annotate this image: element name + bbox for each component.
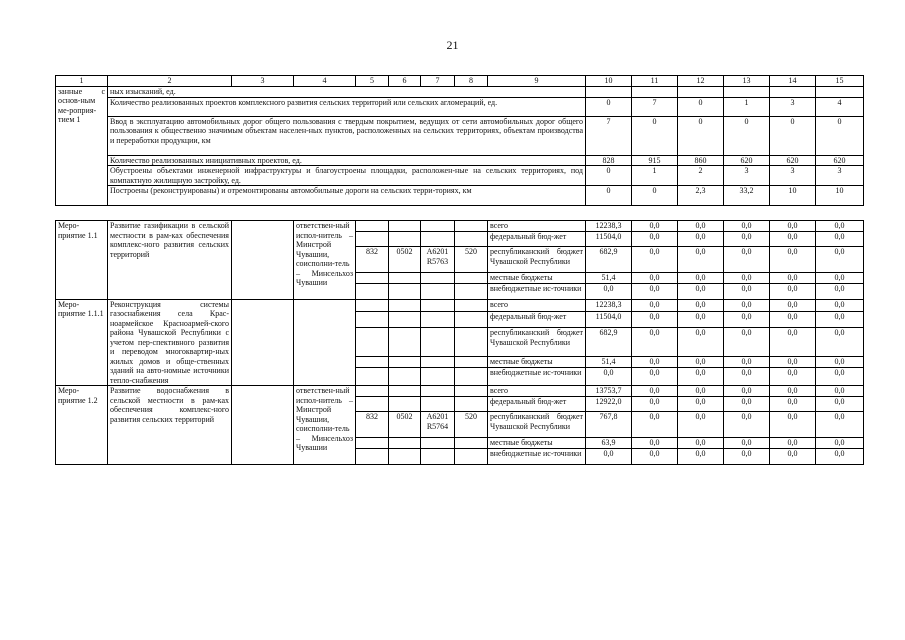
funding-value: 0,0 — [678, 299, 724, 311]
budget-code — [455, 283, 488, 299]
budget-code — [455, 221, 488, 232]
funding-value: 0,0 — [678, 397, 724, 412]
funding-value: 11504,0 — [586, 311, 632, 328]
activity-number: Меро-приятие 1.1 — [56, 221, 108, 300]
funding-value: 0,0 — [816, 438, 864, 449]
indicator-row — [56, 155, 864, 166]
funding-value: 0,0 — [678, 448, 724, 464]
funding-source: всего — [488, 221, 586, 232]
column-number: 11 — [632, 76, 678, 87]
budget-code — [455, 232, 488, 247]
indicator-value: 620 — [770, 155, 816, 166]
indicator-value: 0 — [586, 186, 632, 206]
budget-code — [389, 221, 421, 232]
budget-code — [421, 283, 455, 299]
funding-value: 0,0 — [632, 247, 678, 273]
budget-code — [356, 221, 389, 232]
funding-value: 0,0 — [632, 283, 678, 299]
budget-code — [389, 328, 421, 357]
budget-code — [455, 299, 488, 311]
funding-value: 0,0 — [816, 232, 864, 247]
funding-value: 0,0 — [632, 397, 678, 412]
funding-value: 0,0 — [770, 273, 816, 284]
funding-value: 0,0 — [678, 368, 724, 386]
funding-value: 0,0 — [724, 397, 770, 412]
budget-code — [356, 356, 389, 368]
funding-value: 0,0 — [816, 221, 864, 232]
funding-value: 13753,7 — [586, 386, 632, 397]
responsible-executor: ответствен-ный испол-нитель – Минстрой Чувашии, соисполни-тель – Минсельхоз Чувашии — [294, 386, 356, 465]
funding-value: 0,0 — [770, 368, 816, 386]
funding-value: 0,0 — [816, 299, 864, 311]
header-row — [56, 76, 864, 87]
funding-value: 0,0 — [816, 368, 864, 386]
indicator-text: Построены (реконструированы) и отремонтированы автомобильные дороги на сельских терри-ториях, км — [108, 186, 586, 206]
funding-value: 0,0 — [632, 311, 678, 328]
budget-code — [455, 311, 488, 328]
indicator-value: 0 — [678, 97, 724, 116]
budget-code — [455, 438, 488, 449]
budget-code — [389, 438, 421, 449]
column-number: 10 — [586, 76, 632, 87]
funding-value: 0,0 — [724, 232, 770, 247]
funding-value: 0,0 — [724, 221, 770, 232]
funding-source: федеральный бюд-жет — [488, 311, 586, 328]
column-number: 1 — [56, 76, 108, 87]
budget-code — [356, 283, 389, 299]
funding-value: 0,0 — [632, 386, 678, 397]
funding-value: 0,0 — [632, 299, 678, 311]
column-number: 7 — [421, 76, 455, 87]
activity-number: Меро-приятие 1.1.1 — [56, 299, 108, 386]
indicator-value: 7 — [632, 97, 678, 116]
budget-code — [389, 386, 421, 397]
indicator-text: Количество реализованных инициативных проектов, ед. — [108, 155, 586, 166]
responsible-executor — [294, 299, 356, 386]
indicator-value — [632, 86, 678, 97]
funding-value: 0,0 — [632, 412, 678, 438]
column-number: 13 — [724, 76, 770, 87]
budget-code — [455, 273, 488, 284]
funding-value: 12238,3 — [586, 221, 632, 232]
indicator-value — [816, 86, 864, 97]
funding-source: местные бюджеты — [488, 356, 586, 368]
budget-code — [389, 397, 421, 412]
column-number: 14 — [770, 76, 816, 87]
budget-code — [455, 397, 488, 412]
funding-source: внебюджетные ис-точники — [488, 368, 586, 386]
budget-code — [356, 438, 389, 449]
indicator-value: 2,3 — [678, 186, 724, 206]
funding-value: 0,0 — [724, 438, 770, 449]
funding-value: 0,0 — [770, 311, 816, 328]
funding-value: 0,0 — [724, 448, 770, 464]
indicator-value: 860 — [678, 155, 724, 166]
funding-value: 0,0 — [678, 232, 724, 247]
indicator-text: ных изысканий, ед. — [108, 86, 586, 97]
funding-source: республиканский бюджет Чувашской Республики — [488, 328, 586, 357]
indicator-value: 828 — [586, 155, 632, 166]
funding-value: 0,0 — [724, 273, 770, 284]
funding-value: 0,0 — [816, 448, 864, 464]
funding-source: внебюджетные ис-точники — [488, 448, 586, 464]
funding-row — [56, 386, 864, 397]
funding-source: внебюджетные ис-точники — [488, 283, 586, 299]
budget-code: 0502 — [389, 247, 421, 273]
indicator-value: 0 — [678, 116, 724, 155]
funding-value: 0,0 — [678, 328, 724, 357]
funding-value: 0,0 — [770, 283, 816, 299]
activity-number: Меро-приятие 1.2 — [56, 386, 108, 465]
funding-value: 0,0 — [724, 328, 770, 357]
budget-code — [455, 448, 488, 464]
budget-code: А6201 R5763 — [421, 247, 455, 273]
budget-code: 520 — [455, 247, 488, 273]
indicator-value: 0 — [816, 116, 864, 155]
budget-code — [356, 232, 389, 247]
funding-value: 0,0 — [724, 283, 770, 299]
funding-value: 0,0 — [770, 299, 816, 311]
funding-value: 0,0 — [632, 368, 678, 386]
funding-value: 0,0 — [724, 386, 770, 397]
indicator-value: 1 — [632, 166, 678, 186]
funding-source: республиканский бюджет Чувашской Республики — [488, 247, 586, 273]
budget-code — [389, 299, 421, 311]
page-number: 21 — [446, 38, 459, 52]
funding-value: 0,0 — [678, 221, 724, 232]
column-number: 12 — [678, 76, 724, 87]
funding-value: 0,0 — [724, 412, 770, 438]
budget-code — [356, 328, 389, 357]
column-number: 9 — [488, 76, 586, 87]
funding-source: федеральный бюд-жет — [488, 232, 586, 247]
budget-code: 0502 — [389, 412, 421, 438]
funding-value: 0,0 — [678, 283, 724, 299]
funding-value: 0,0 — [678, 438, 724, 449]
empty-cell — [232, 386, 294, 465]
indicator-value — [770, 86, 816, 97]
indicator-row — [56, 166, 864, 186]
funding-value: 0,0 — [816, 356, 864, 368]
funding-value: 0,0 — [632, 356, 678, 368]
budget-code — [455, 368, 488, 386]
indicator-value: 3 — [770, 97, 816, 116]
indicator-value — [586, 86, 632, 97]
activity-name: Развитие газификации в сельской местности в рам-ках обеспечения комплекс-ного развития сельских территорий — [108, 221, 232, 300]
column-number: 3 — [232, 76, 294, 87]
budget-code — [455, 386, 488, 397]
budget-code — [421, 328, 455, 357]
budget-code — [421, 356, 455, 368]
indicator-value: 0 — [632, 186, 678, 206]
budget-code — [421, 311, 455, 328]
budget-code — [389, 232, 421, 247]
funding-value: 0,0 — [816, 273, 864, 284]
indicator-value: 0 — [586, 97, 632, 116]
funding-value: 682,9 — [586, 328, 632, 357]
budget-code — [389, 283, 421, 299]
funding-value: 0,0 — [770, 232, 816, 247]
indicator-text: Количество реализованных проектов комплексного развития сельских территорий или сельских агломераций, ед. — [108, 97, 586, 116]
indicator-row — [56, 86, 864, 97]
budget-code: 520 — [455, 412, 488, 438]
indicator-value: 0 — [770, 116, 816, 155]
funding-value: 0,0 — [632, 273, 678, 284]
budget-code — [389, 368, 421, 386]
indicator-value: 2 — [678, 166, 724, 186]
budget-code — [389, 273, 421, 284]
funding-value: 0,0 — [678, 247, 724, 273]
funding-value: 0,0 — [632, 328, 678, 357]
funding-value: 0,0 — [724, 311, 770, 328]
indicator-value: 620 — [724, 155, 770, 166]
funding-value: 0,0 — [724, 299, 770, 311]
budget-code: 832 — [356, 412, 389, 438]
spacer-cell — [56, 206, 864, 221]
budget-code — [421, 221, 455, 232]
funding-value: 12922,0 — [586, 397, 632, 412]
funding-source: республиканский бюджет Чувашской Республики — [488, 412, 586, 438]
column-number: 15 — [816, 76, 864, 87]
budget-code — [421, 397, 455, 412]
budget-code — [421, 368, 455, 386]
indicator-value: 4 — [816, 97, 864, 116]
funding-source: всего — [488, 386, 586, 397]
funding-value: 0,0 — [632, 448, 678, 464]
funding-value: 0,0 — [816, 247, 864, 273]
indicator-row — [56, 186, 864, 206]
funding-value: 0,0 — [770, 397, 816, 412]
budget-code — [455, 356, 488, 368]
funding-value: 0,0 — [724, 247, 770, 273]
budget-code — [356, 273, 389, 284]
empty-cell — [232, 221, 294, 300]
funding-value: 0,0 — [724, 356, 770, 368]
funding-value: 0,0 — [816, 412, 864, 438]
funding-value: 0,0 — [816, 328, 864, 357]
responsible-executor: ответствен-ный испол-нитель – Минстрой Чувашии, соисполни-тель – Минсельхоз Чувашии — [294, 221, 356, 300]
spacer-row — [56, 206, 864, 221]
indicator-value — [678, 86, 724, 97]
column-number: 6 — [389, 76, 421, 87]
budget-code — [356, 368, 389, 386]
funding-value: 0,0 — [724, 368, 770, 386]
funding-value: 63,9 — [586, 438, 632, 449]
budget-code — [389, 356, 421, 368]
budget-code — [356, 386, 389, 397]
indicator-text: Ввод в эксплуатацию автомобильных дорог общего пользования с твердым покрытием, ведущих от сети автомобильных дорог общего пользования к общественно значимым объектам населен-ных пунктов, расположенных на сельских территориях, объектам производства и переработки продукции, км — [108, 116, 586, 155]
funding-value: 0,0 — [586, 448, 632, 464]
budget-code — [356, 299, 389, 311]
budget-code — [356, 448, 389, 464]
indicator-text: Обустроены объектами инженерной инфраструктуры и благоустроены площадки, расположен-ные на сельских территориях, под компактную жилищную застройку, ед. — [108, 166, 586, 186]
indicator-value: 3 — [816, 166, 864, 186]
funding-source: местные бюджеты — [488, 273, 586, 284]
budget-code — [421, 448, 455, 464]
funding-value: 0,0 — [770, 221, 816, 232]
funding-row — [56, 299, 864, 311]
indicator-value: 0 — [724, 116, 770, 155]
funding-value: 11504,0 — [586, 232, 632, 247]
funding-value: 0,0 — [816, 311, 864, 328]
funding-value: 0,0 — [770, 448, 816, 464]
funding-source: федеральный бюд-жет — [488, 397, 586, 412]
indicator-value: 3 — [770, 166, 816, 186]
funding-value: 0,0 — [678, 311, 724, 328]
indicator-row — [56, 97, 864, 116]
budget-code — [421, 299, 455, 311]
indicator-value: 10 — [816, 186, 864, 206]
funding-value: 0,0 — [816, 283, 864, 299]
funding-value: 0,0 — [770, 412, 816, 438]
budget-code: 832 — [356, 247, 389, 273]
funding-value: 0,0 — [678, 356, 724, 368]
indicator-value: 7 — [586, 116, 632, 155]
funding-value: 0,0 — [632, 232, 678, 247]
indicator-value: 1 — [724, 97, 770, 116]
section-label: занные с основ-ным ме-роприя-тием 1 — [56, 86, 108, 206]
indicator-value — [724, 86, 770, 97]
funding-value: 0,0 — [678, 386, 724, 397]
funding-value: 0,0 — [678, 273, 724, 284]
indicator-value: 3 — [724, 166, 770, 186]
budget-code — [421, 386, 455, 397]
funding-row — [56, 221, 864, 232]
funding-value: 0,0 — [586, 283, 632, 299]
funding-value: 0,0 — [678, 412, 724, 438]
column-number: 4 — [294, 76, 356, 87]
funding-value: 0,0 — [770, 328, 816, 357]
funding-value: 0,0 — [816, 386, 864, 397]
funding-value: 51,4 — [586, 273, 632, 284]
funding-value: 0,0 — [770, 386, 816, 397]
indicator-value: 10 — [770, 186, 816, 206]
funding-value: 0,0 — [586, 368, 632, 386]
column-number: 5 — [356, 76, 389, 87]
funding-source: всего — [488, 299, 586, 311]
budget-code — [455, 328, 488, 357]
budget-code — [421, 273, 455, 284]
funding-value: 0,0 — [632, 221, 678, 232]
empty-cell — [232, 299, 294, 386]
funding-value: 0,0 — [816, 397, 864, 412]
funding-value: 682,9 — [586, 247, 632, 273]
budget-code — [356, 311, 389, 328]
indicator-row — [56, 116, 864, 155]
activity-name: Реконструкция системы газоснабжения села Крас-ноармейское Красноармей-ского района Чувашской Республики с учетом пер-спективного развития и переводом многоквартир-ных жилых домов и обще-ственных зданий на авто-номные источники тепло-снабжения — [108, 299, 232, 386]
indicator-value: 915 — [632, 155, 678, 166]
activity-name: Развитие водоснабжения в сельской местности в рам-ках обеспечения комплекс-ного развития сельских территорий — [108, 386, 232, 465]
funding-value: 0,0 — [770, 356, 816, 368]
funding-value: 767,8 — [586, 412, 632, 438]
indicator-value: 0 — [586, 166, 632, 186]
budget-code — [356, 397, 389, 412]
budget-code — [421, 232, 455, 247]
indicator-value: 620 — [816, 155, 864, 166]
program-table — [55, 75, 864, 465]
funding-value: 0,0 — [632, 438, 678, 449]
funding-value: 0,0 — [770, 438, 816, 449]
funding-source: местные бюджеты — [488, 438, 586, 449]
budget-code: А6201 R5764 — [421, 412, 455, 438]
funding-value: 12238,3 — [586, 299, 632, 311]
funding-value: 51,4 — [586, 356, 632, 368]
funding-value: 0,0 — [770, 247, 816, 273]
column-number: 8 — [455, 76, 488, 87]
indicator-value: 0 — [632, 116, 678, 155]
indicator-value: 33,2 — [724, 186, 770, 206]
column-number: 2 — [108, 76, 232, 87]
budget-code — [389, 448, 421, 464]
budget-code — [421, 438, 455, 449]
budget-code — [389, 311, 421, 328]
